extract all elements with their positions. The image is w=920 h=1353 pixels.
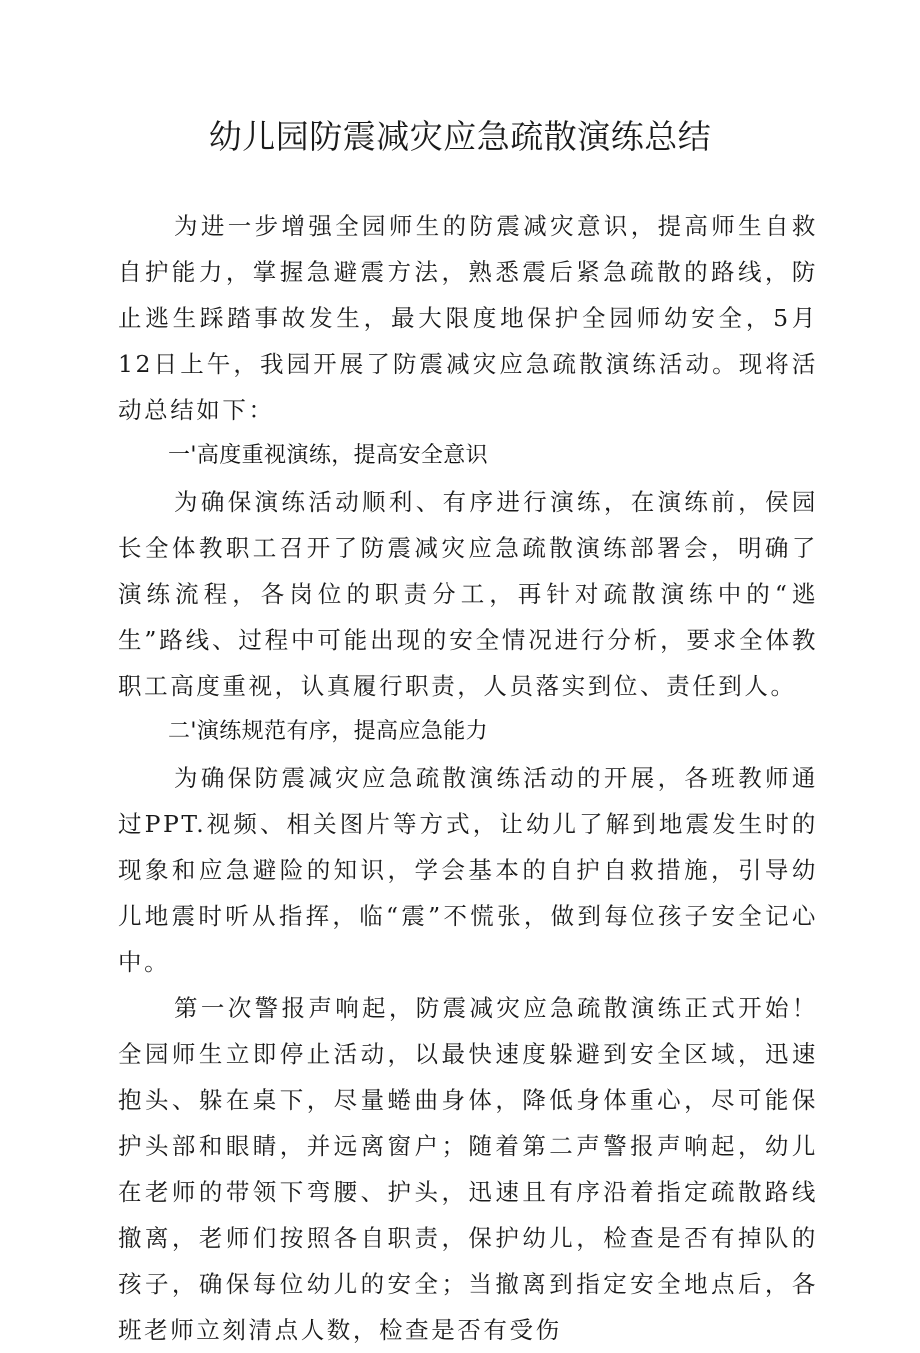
document-title: 幼儿园防震减灾应急疏散演练总结 xyxy=(208,117,712,156)
section-1-paragraph: 为确保演练活动顺利、有序进行演练，在演练前，侯园长全体教职工召开了防震减灾应急疏散演练部署会，明确了演练流程，各岗位的职责分工，再针对疏散演练中的“逃生”路线、过程中可能出现的安全情况进行分析，要求全体教职工高度重视，认真履行职责，人员落实到位、责任到人。 xyxy=(118,488,818,700)
section-2-heading: 二'演练规范有序，提高应急能力 xyxy=(168,719,489,744)
intro-paragraph: 为进一步增强全园师生的防震减灾意识，提高师生自救自护能力，掌握急避震方法，熟悉震后紧急疏散的路线，防止逃生踩踏事故发生，最大限度地保护全园师幼安全，5月12日上午，我园开展了防震减灾应急疏散演练活动。现将活动总结如下： xyxy=(118,212,818,424)
section-2-paragraph-2: 第一次警报声响起，防震减灾应急疏散演练正式开始！全园师生立即停止活动，以最快速度躲避到安全区域，迅速抱头、躲在桌下，尽量蜷曲身体，降低身体重心，尽可能保护头部和眼睛，并远离窗户；随着第二声警报声响起，幼儿在老师的带领下弯腰、护头，迅速且有序沿着指定疏散路线撤离，老师们按照各自职责，保护幼儿，检查是否有掉队的孩子，确保每位幼儿的安全；当撤离到指定安全地点后，各班老师立刻清点人数，检查是否有受伤 xyxy=(118,994,818,1344)
document-body xyxy=(118,203,818,1344)
section-1-heading: 一'高度重视演练，提高安全意识 xyxy=(168,443,489,468)
section-2-paragraph-1: 为确保防震减灾应急疏散演练活动的开展，各班教师通过PPT.视频、相关图片等方式，让幼儿了解到地震发生时的现象和应急避险的知识，学会基本的自护自救措施，引导幼儿地震时听从指挥，临“震”不慌张，做到每位孩子安全记心中。 xyxy=(118,764,818,976)
